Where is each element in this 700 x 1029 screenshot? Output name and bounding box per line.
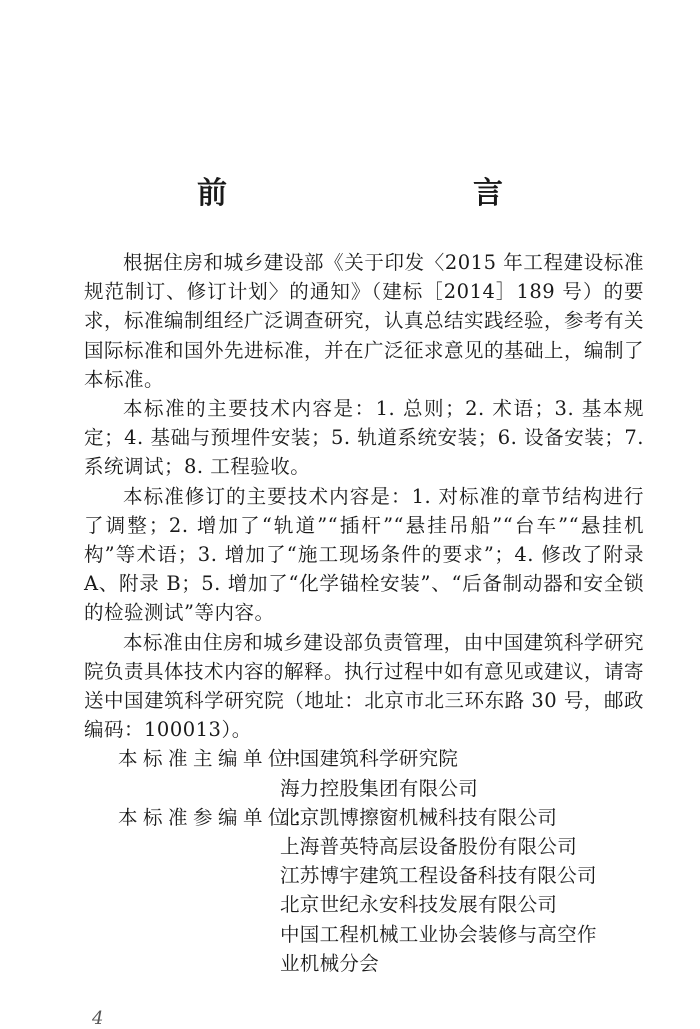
chief-units-label: 本标准主编单位： <box>118 747 319 771</box>
paragraph-revision-content: 本标准修订的主要技术内容是：1. 对标准的章节结构进行了调整；2. 增加了“轨道”“插杆”“悬挂吊船”“台车”“悬挂机构”等术语；3. 增加了“施工现场条件的要求”；4. 修改了附录 A、附录 B；5. 增加了“化学锚栓安装”、“后备制动器和安全锁的检验测试”等内容。 <box>84 484 644 625</box>
unit-item: 业机械分会 <box>280 951 380 975</box>
chief-units <box>84 744 644 802</box>
unit-item: 上海普英特高层设备股份有限公司 <box>280 835 578 859</box>
paragraph-main-content: 本标准的主要技术内容是：1. 总则；2. 术语；3. 基本规定；4. 基础与预埋件安装；5. 轨道系统安装；6. 设备安装；7. 系统调试；8. 工程验收。 <box>84 397 644 479</box>
unit-item: 中国建筑科学研究院 <box>280 747 459 771</box>
units-section <box>84 744 644 978</box>
page-number: 4 <box>92 1008 104 1029</box>
unit-item: 江苏博宇建筑工程设备科技有限公司 <box>280 864 597 888</box>
preface-body <box>84 248 644 978</box>
paragraph-management: 本标准由住房和城乡建设部负责管理，由中国建筑科学研究院负责具体技术内容的解释。执行过程中如有意见或建议，请寄送中国建筑科学研究院（地址：北京市北三环东路 30 号，邮政编码：100013）。 <box>84 630 645 742</box>
unit-item: 中国工程机械工业协会装修与高空作 <box>280 922 597 946</box>
unit-item: 北京世纪永安科技发展有限公司 <box>280 893 558 917</box>
participating-units <box>84 803 644 978</box>
unit-item: 北京凯博擦窗机械科技有限公司 <box>280 805 558 829</box>
paragraph-basis: 根据住房和城乡建设部《关于印发〈2015 年工程建设标准规范制订、修订计划〉的通知》（建标［2014］189 号）的要求，标准编制组经广泛调查研究，认真总结实践经验，参考有关国际标准和国外先进标准，并在广泛征求意见的基础上，编制了本标准。 <box>84 251 645 391</box>
unit-item: 海力控股集团有限公司 <box>280 776 479 800</box>
participating-units-list <box>280 803 644 978</box>
page-title: 前 言 <box>197 176 565 211</box>
chief-units-list <box>280 744 644 802</box>
participating-units-label: 本标准参编单位： <box>118 805 319 829</box>
